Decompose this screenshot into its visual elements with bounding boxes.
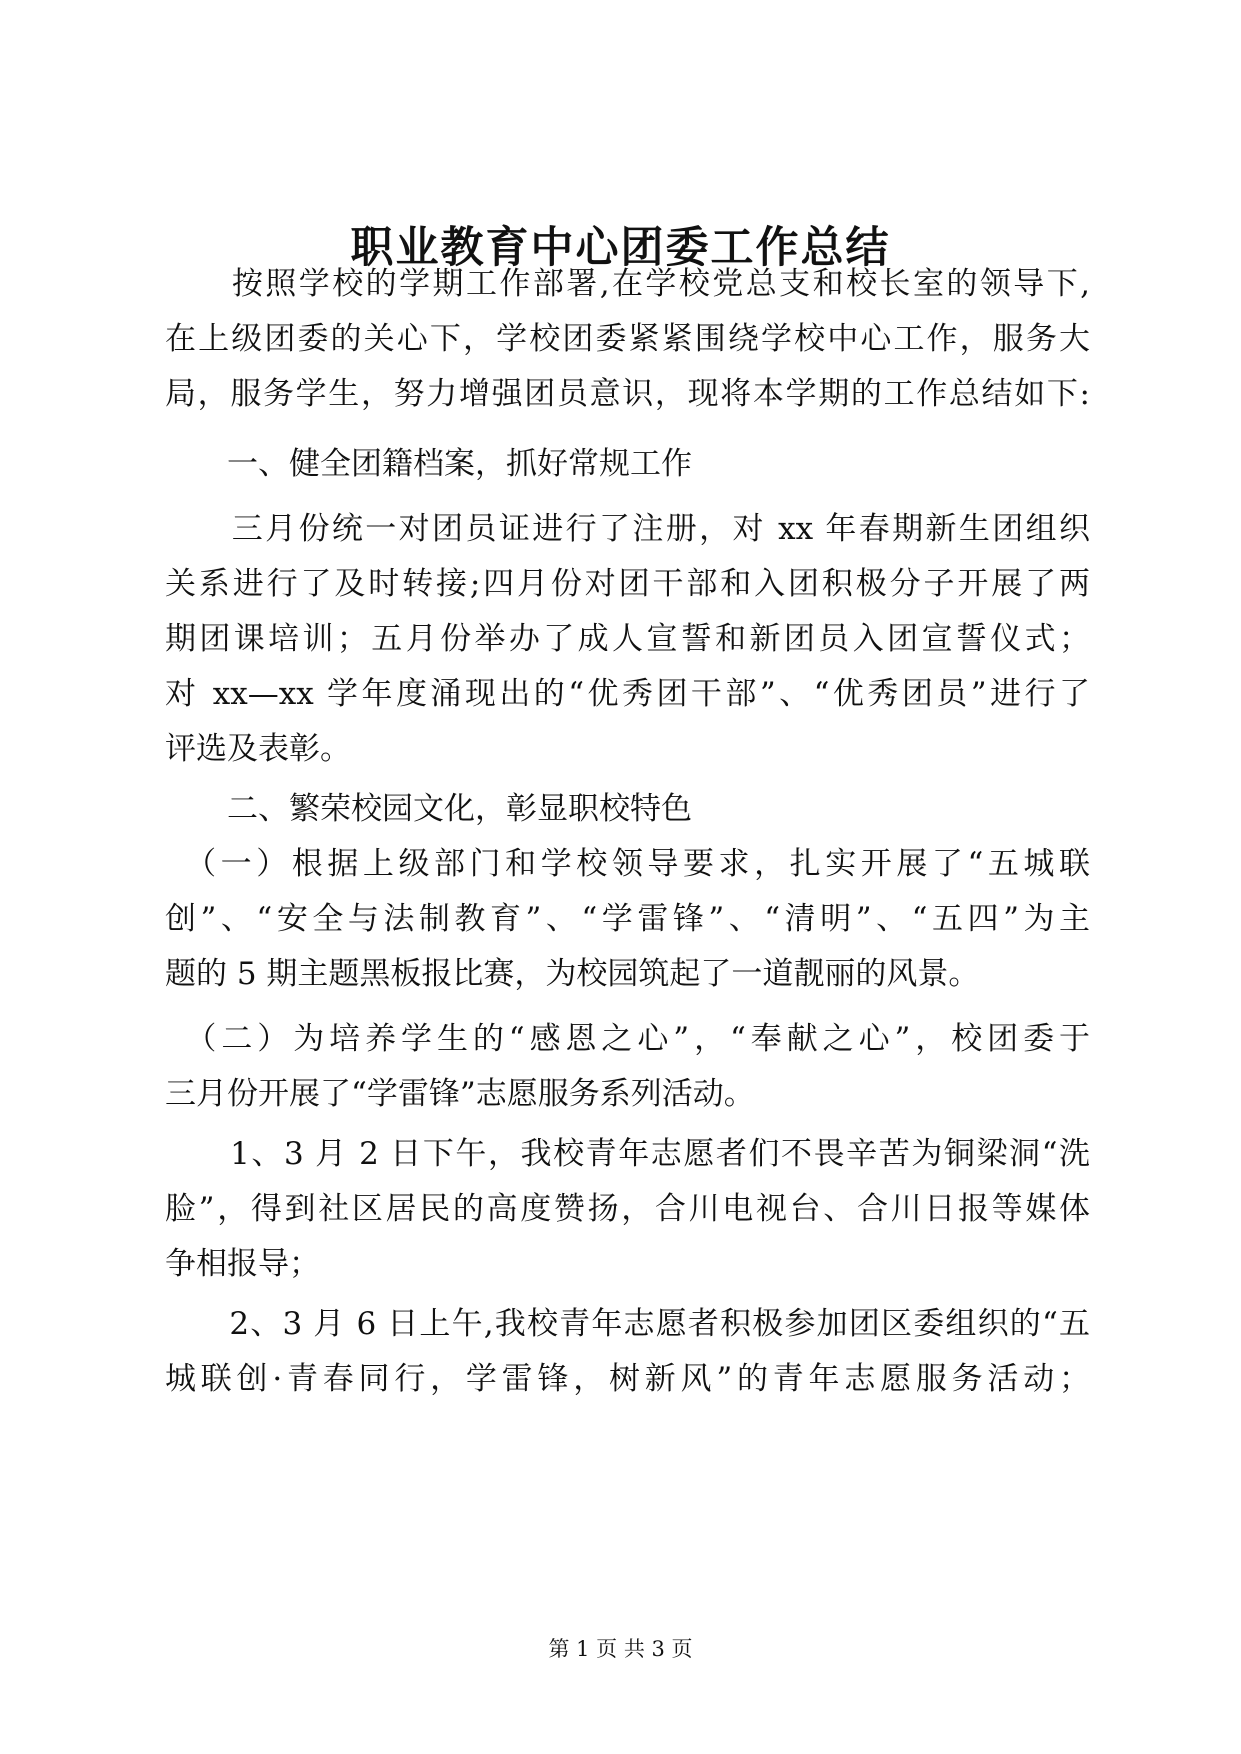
- body-line-19: 2、3 月 6 日上午,我校青年志愿者积极参加团区委组织的“五: [165, 1306, 1090, 1342]
- body-line-2: 在上级团委的关心下，学校团委紧紧围绕学校中心工作，服务大: [165, 321, 1090, 357]
- body-line-9: 评选及表彰。: [165, 731, 351, 767]
- body-line-8: 对 xx—xx 学年度涌现出的“优秀团干部”、“优秀团员”进行了: [165, 676, 1090, 712]
- body-line-18: 争相报导；: [165, 1246, 320, 1282]
- body-line-6: 关系进行了及时转接;四月份对团干部和入团积极分子开展了两: [165, 566, 1090, 602]
- body-line-12: 创”、“安全与法制教育”、“学雷锋”、“清明”、“五四”为主: [165, 901, 1090, 937]
- body-line-16: 1、3 月 2 日下午，我校青年志愿者们不畏辛苦为铜梁洞“洗: [165, 1136, 1090, 1172]
- body-line-10: 二、繁荣校园文化，彰显职校特色: [165, 791, 692, 827]
- body-line-17: 脸”，得到社区居民的高度赞扬，合川电视台、合川日报等媒体: [165, 1191, 1090, 1227]
- document-title: 职业教育中心团委工作总结: [350, 223, 891, 273]
- body-line-3: 局，服务学生，努力增强团员意识，现将本学期的工作总结如下:: [165, 376, 1090, 412]
- body-line-4: 一、健全团籍档案，抓好常规工作: [165, 446, 692, 482]
- body-line-1: 按照学校的学期工作部署,在学校党总支和校长室的领导下,: [165, 266, 1090, 302]
- body-line-11: （一）根据上级部门和学校领导要求，扎实开展了“五城联: [165, 846, 1090, 882]
- body-line-14: （二）为培养学生的“感恩之心”，“奉献之心”，校团委于: [165, 1021, 1090, 1057]
- body-line-5: 三月份统一对团员证进行了注册，对 xx 年春期新生团组织: [165, 511, 1090, 547]
- page-number-footer: 第 1 页 共 3 页: [548, 1637, 693, 1661]
- body-line-7: 期团课培训；五月份举办了成人宣誓和新团员入团宣誓仪式；: [165, 621, 1090, 657]
- body-line-15: 三月份开展了“学雷锋”志愿服务系列活动。: [165, 1076, 755, 1112]
- body-line-20: 城联创·青春同行，学雷锋，树新风”的青年志愿服务活动；: [165, 1361, 1090, 1397]
- body-line-13: 题的 5 期主题黑板报比赛，为校园筑起了一道靓丽的风景。: [165, 956, 980, 992]
